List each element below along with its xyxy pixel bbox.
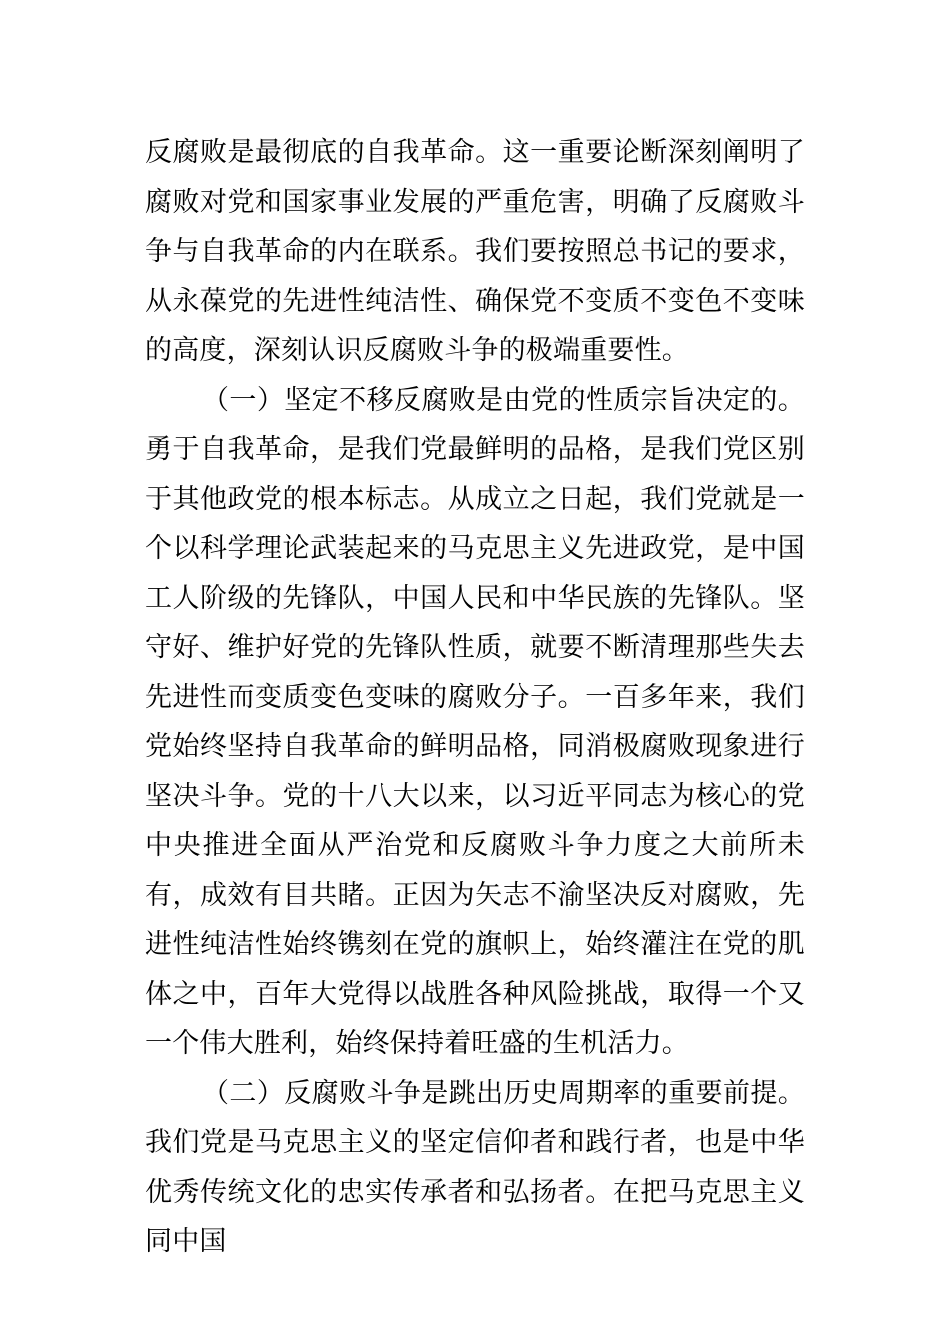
paragraph-intro: 反腐败是最彻底的自我革命。这一重要论断深刻阐明了腐败对党和国家事业发展的严重危害，明确了反腐败斗争与自我革命的内在联系。我们要按照总书记的要求，从永葆党的先进性纯洁性、确保党不变质不变色不变味的高度，深刻认识反腐败斗争的极端重要性。 bbox=[145, 137, 805, 366]
paragraph-section-two: （二）反腐败斗争是跳出历史周期率的重要前提。我们党是马克思主义的坚定信仰者和践行者，也是中华优秀传统文化的忠实传承者和弘扬者。在把马克思主义同中国 bbox=[145, 1077, 805, 1257]
paragraph-section-one: （一）坚定不移反腐败是由党的性质宗旨决定的。勇于自我革命，是我们党最鲜明的品格，是我们党区别于其他政党的根本标志。从成立之日起，我们党就是一个以科学理论武装起来的马克思主义先进政党，是中国工人阶级的先锋队，中国人民和中华民族的先锋队。坚守好、维护好党的先锋队性质，就要不断清理那些失去先进性而变质变色变味的腐败分子。一百多年来，我们党始终坚持自我革命的鲜明品格，同消极腐败现象进行坚决斗争。党的十八大以来，以习近平同志为核心的党中央推进全面从严治党和反腐败斗争力度之大前所未有，成效有目共睹。正因为矢志不渝坚决反对腐败，先进性纯洁性始终镌刻在党的旗帜上，始终灌注在党的肌体之中，百年大党得以战胜各种风险挑战，取得一个又一个伟大胜利，始终保持着旺盛的生机活力。 bbox=[145, 384, 805, 1059]
body-text bbox=[145, 128, 805, 1267]
